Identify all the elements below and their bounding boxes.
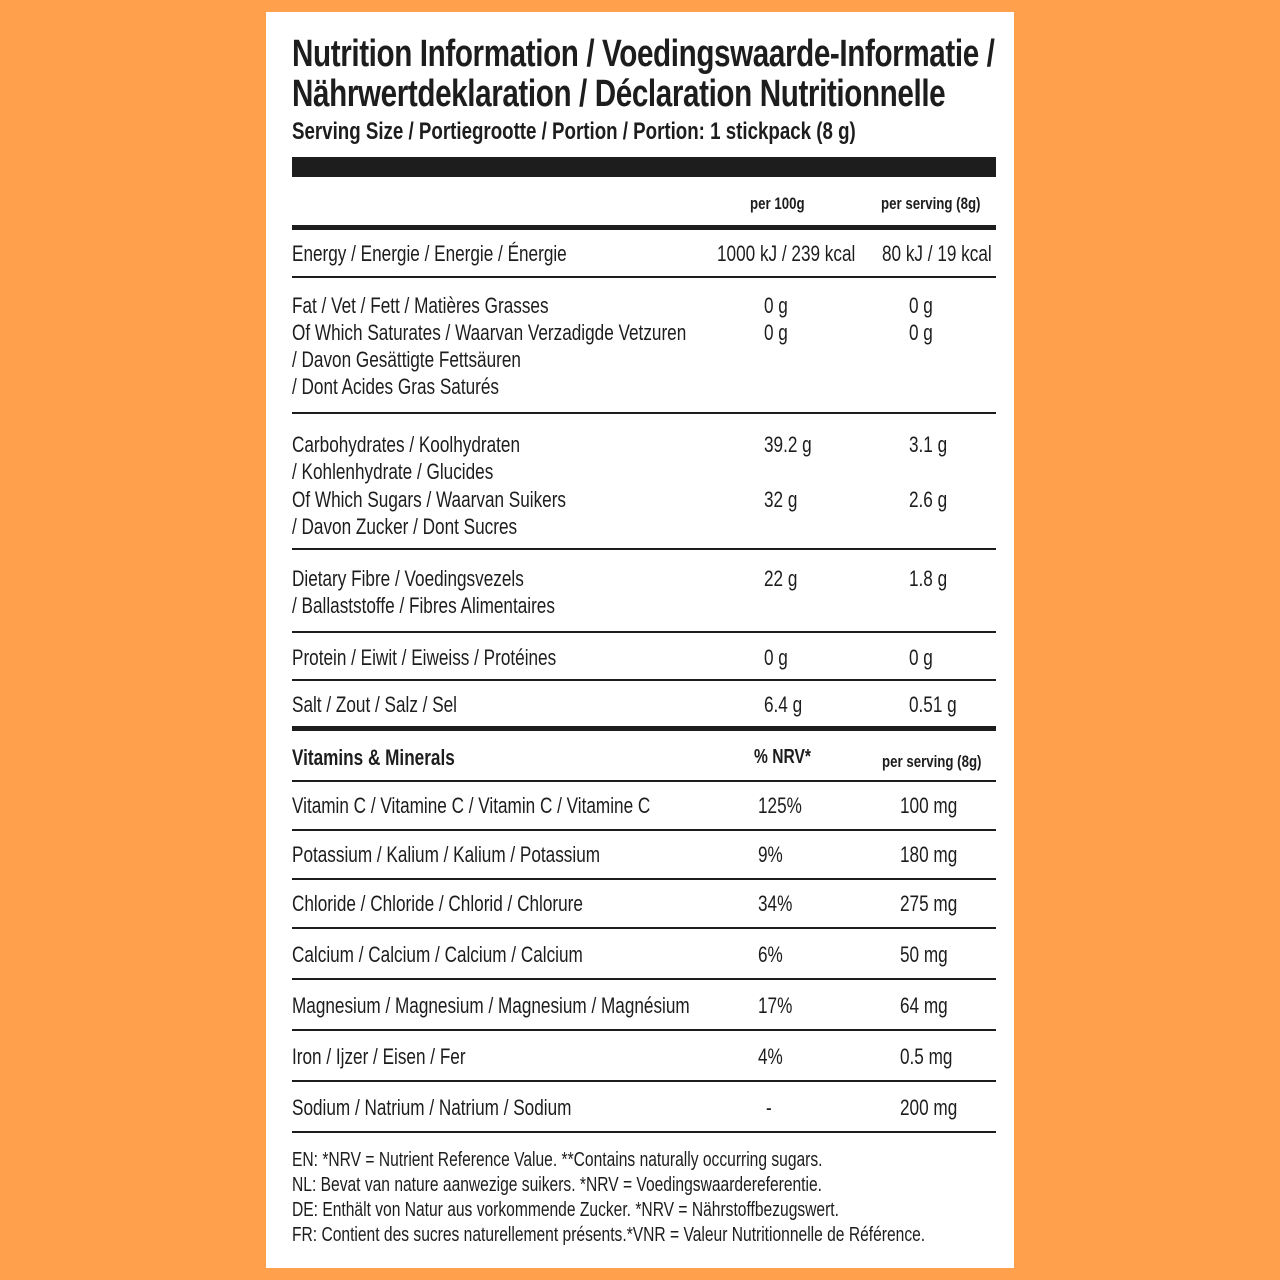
saturates-label-line-1: Of Which Saturates / Waarvan Verzadigde Vetzuren bbox=[292, 320, 687, 345]
footnotes bbox=[292, 1148, 925, 1248]
vitamin-c-label: Vitamin C / Vitamine C / Vitamin C / Vitamine C bbox=[292, 793, 651, 818]
title-line-2: Nährwertdeklaration / Déclaration Nutritionnelle bbox=[292, 73, 946, 115]
nutrition-label-panel bbox=[266, 12, 1014, 1268]
chloride-serving: 275 mg bbox=[900, 891, 958, 916]
magnesium-serving: 64 mg bbox=[900, 993, 948, 1018]
vitamin-c-nrv: 125% bbox=[758, 793, 802, 818]
chloride-label: Chloride / Chloride / Chlorid / Chlorure bbox=[292, 891, 583, 916]
divider bbox=[292, 412, 996, 414]
fat-per-100g: 0 g bbox=[764, 293, 788, 318]
fibre-per-100g: 22 g bbox=[764, 566, 798, 591]
fat-per-serving: 0 g bbox=[909, 293, 933, 318]
sodium-label: Sodium / Natrium / Natrium / Sodium bbox=[292, 1095, 572, 1120]
saturates-per-100g: 0 g bbox=[764, 320, 788, 345]
top-thick-bar bbox=[292, 157, 996, 177]
calcium-serving: 50 mg bbox=[900, 942, 948, 967]
fat-label: Fat / Vet / Fett / Matières Grasses bbox=[292, 293, 549, 318]
vitamin-c-serving: 100 mg bbox=[900, 793, 958, 818]
divider bbox=[292, 1131, 996, 1133]
vitamins-header-label: Vitamins & Minerals bbox=[292, 745, 455, 770]
footnote-en: EN: *NRV = Nutrient Reference Value. **Contains naturally occurring sugars. bbox=[292, 1149, 823, 1171]
calcium-label: Calcium / Calcium / Calcium / Calcium bbox=[292, 942, 583, 967]
carbohydrates-label-line-1: Carbohydrates / Koolhydraten bbox=[292, 432, 520, 457]
salt-per-serving: 0.51 g bbox=[909, 692, 957, 717]
footnote-de: DE: Enthält von Natur aus vorkommende Zucker. *NRV = Nährstoffbezugswert. bbox=[292, 1199, 839, 1221]
divider bbox=[292, 1029, 996, 1031]
fibre-label-line-1: Dietary Fibre / Voedingsvezels bbox=[292, 566, 524, 591]
salt-label: Salt / Zout / Salz / Sel bbox=[292, 692, 458, 717]
vitamins-header-per-serving: per serving (8g) bbox=[882, 752, 982, 771]
carbohydrates-per-serving: 3.1 g bbox=[909, 432, 948, 457]
page-title bbox=[292, 34, 1010, 114]
sugars-per-serving: 2.6 g bbox=[909, 487, 948, 512]
divider bbox=[292, 631, 996, 633]
protein-label: Protein / Eiwit / Eiweiss / Protéines bbox=[292, 645, 557, 670]
sodium-serving: 200 mg bbox=[900, 1095, 958, 1120]
iron-label: Iron / Ijzer / Eisen / Fer bbox=[292, 1044, 466, 1069]
divider bbox=[292, 548, 996, 550]
divider bbox=[292, 927, 996, 929]
saturates-per-serving: 0 g bbox=[909, 320, 933, 345]
divider bbox=[292, 780, 996, 782]
divider bbox=[292, 978, 996, 980]
vitamins-divider bbox=[292, 726, 996, 731]
vitamins-header-nrv: % NRV* bbox=[754, 746, 811, 768]
energy-per-100g: 1000 kJ / 239 kcal bbox=[717, 241, 856, 266]
sugars-label-line-2: / Davon Zucker / Dont Sucres bbox=[292, 514, 518, 539]
divider bbox=[292, 878, 996, 880]
header-per-100g: per 100g bbox=[750, 194, 805, 213]
saturates-label-line-2: / Davon Gesättigte Fettsäuren bbox=[292, 347, 521, 372]
carbohydrates-per-100g: 39.2 g bbox=[764, 432, 812, 457]
footnote-fr: FR: Contient des sucres naturellement présents.*VNR = Valeur Nutritionnelle de Référence. bbox=[292, 1224, 926, 1246]
footnote-nl: NL: Bevat van nature aanwezige suikers. *NRV = Voedingswaardereferentie. bbox=[292, 1174, 822, 1196]
iron-nrv: 4% bbox=[758, 1044, 783, 1069]
iron-serving: 0.5 mg bbox=[900, 1044, 953, 1069]
protein-per-100g: 0 g bbox=[764, 645, 788, 670]
salt-per-100g: 6.4 g bbox=[764, 692, 803, 717]
magnesium-label: Magnesium / Magnesium / Magnesium / Magnésium bbox=[292, 993, 690, 1018]
magnesium-nrv: 17% bbox=[758, 993, 793, 1018]
fibre-label-line-2: / Ballaststoffe / Fibres Alimentaires bbox=[292, 593, 555, 618]
potassium-nrv: 9% bbox=[758, 842, 783, 867]
energy-label: Energy / Energie / Energie / Énergie bbox=[292, 241, 567, 266]
chloride-nrv: 34% bbox=[758, 891, 793, 916]
divider bbox=[292, 276, 996, 278]
potassium-label: Potassium / Kalium / Kalium / Potassium bbox=[292, 842, 601, 867]
sodium-nrv: - bbox=[766, 1095, 772, 1120]
title-line-1: Nutrition Information / Voedingswaarde-Informatie / bbox=[292, 33, 995, 75]
divider bbox=[292, 679, 996, 681]
divider bbox=[292, 1080, 996, 1082]
potassium-serving: 180 mg bbox=[900, 842, 958, 867]
carbohydrates-label-line-2: / Kohlenhydrate / Glucides bbox=[292, 459, 494, 484]
divider bbox=[292, 829, 996, 831]
saturates-label-line-3: / Dont Acides Gras Saturés bbox=[292, 374, 499, 399]
energy-per-serving: 80 kJ / 19 kcal bbox=[882, 241, 992, 266]
header-per-serving: per serving (8g) bbox=[881, 194, 981, 213]
fibre-per-serving: 1.8 g bbox=[909, 566, 948, 591]
sugars-per-100g: 32 g bbox=[764, 487, 798, 512]
serving-size: Serving Size / Portiegrootte / Portion / Portion: 1 stickpack (8 g) bbox=[292, 118, 856, 145]
calcium-nrv: 6% bbox=[758, 942, 783, 967]
header-divider bbox=[292, 225, 996, 230]
protein-per-serving: 0 g bbox=[909, 645, 933, 670]
sugars-label-line-1: Of Which Sugars / Waarvan Suikers bbox=[292, 487, 567, 512]
